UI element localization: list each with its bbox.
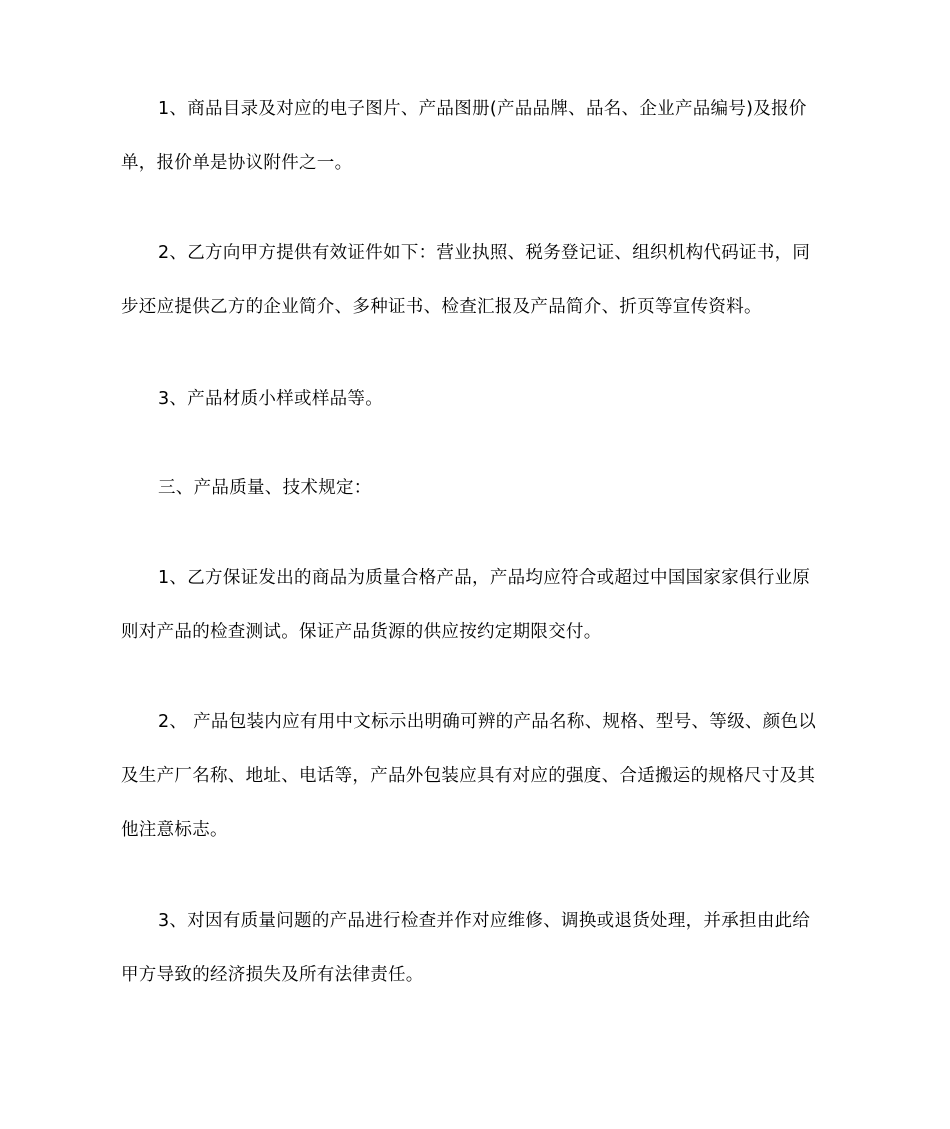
text-line: 3、对因有质量问题的产品进行检查并作对应维修、调换或退货处理，并承担由此给 bbox=[158, 911, 811, 931]
text-line: 2、乙方向甲方提供有效证件如下：营业执照、税务登记证、组织机构代码证书，同 bbox=[158, 243, 811, 263]
text-line: 步还应提供乙方的企业简介、多种证书、检查汇报及产品简介、折页等宣传资料。 bbox=[121, 297, 762, 317]
section-heading-quality-technical bbox=[121, 461, 833, 515]
text-line: 及生产厂名称、地址、电话等，产品外包装应具有对应的强度、合适搬运的规格尺寸及其 bbox=[121, 766, 816, 786]
text-line: 则对产品的检查测试。保证产品货源的供应按约定期限交付。 bbox=[121, 622, 602, 642]
paragraph-certificates bbox=[121, 226, 833, 334]
text-line: 三、产品质量、技术规定： bbox=[158, 478, 372, 498]
paragraph-packaging bbox=[121, 695, 833, 857]
text-line: 1、乙方保证发出的商品为质量合格产品，产品均应符合或超过中国国家家俱行业原 bbox=[158, 568, 811, 588]
paragraph-quality-guarantee bbox=[121, 551, 833, 659]
paragraph-samples bbox=[121, 372, 833, 426]
text-line: 他注意标志。 bbox=[121, 820, 228, 840]
paragraph-defect-handling bbox=[121, 894, 833, 1002]
text-line: 1、商品目录及对应的电子图片、产品图册(产品品牌、品名、企业产品编号)及报价 bbox=[158, 99, 807, 119]
text-line: 2、 产品包装内应有用中文标示出明确可辨的产品名称、规格、型号、等级、颜色以 bbox=[158, 712, 817, 732]
paragraph-catalog-materials bbox=[121, 82, 833, 190]
text-line: 单，报价单是协议附件之一。 bbox=[121, 153, 353, 173]
text-line: 甲方导致的经济损失及所有法律责任。 bbox=[121, 965, 424, 985]
text-line: 3、产品材质小样或样品等。 bbox=[158, 389, 384, 409]
